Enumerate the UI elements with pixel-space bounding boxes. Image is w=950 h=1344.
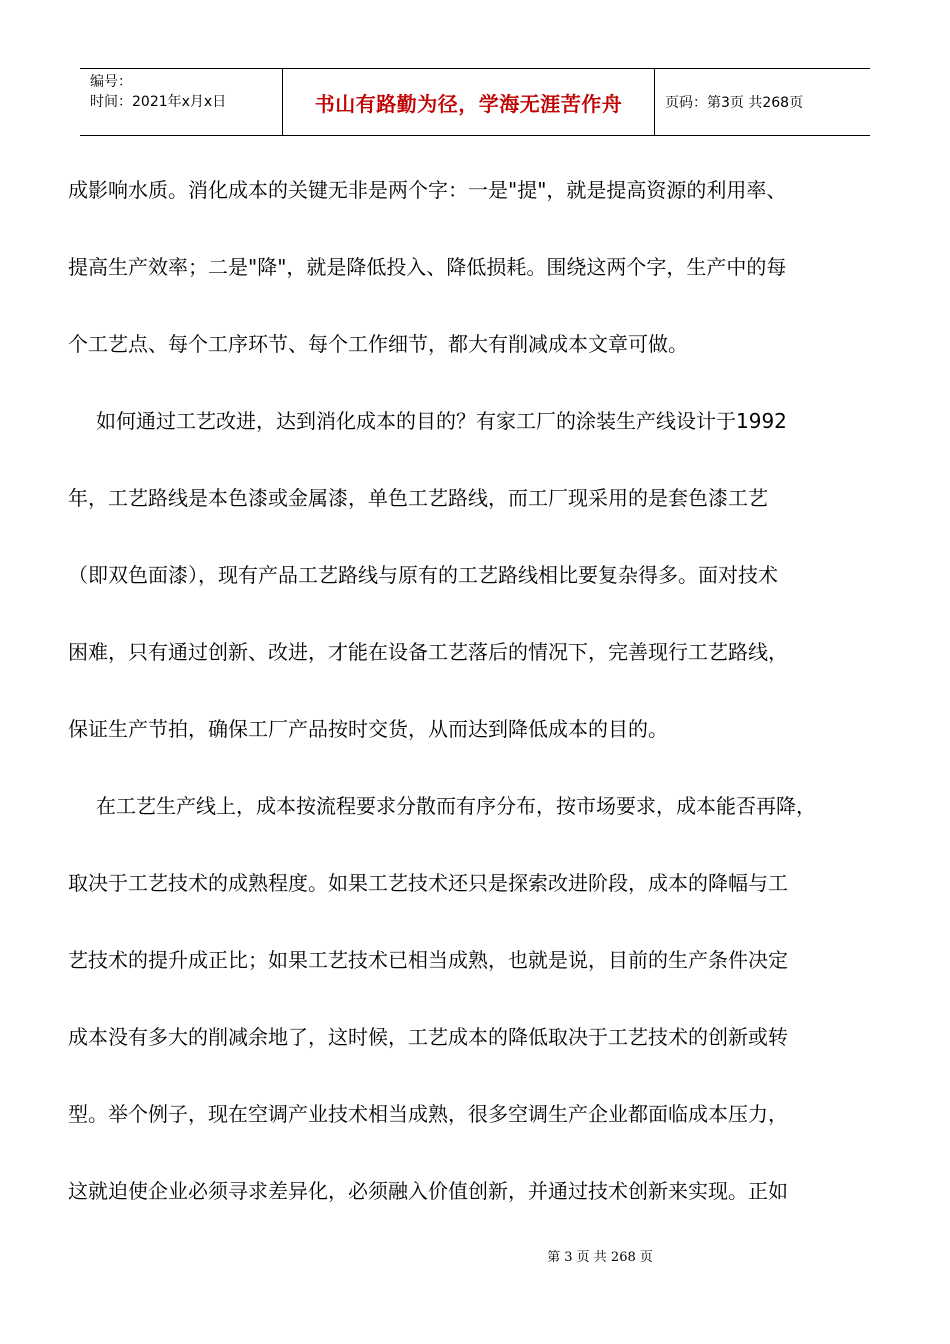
- text-line: 成本没有多大的削减余地了，这时候，工艺成本的降低取决于工艺技术的创新或转: [68, 1025, 788, 1049]
- text-line: 成影响水质。消化成本的关键无非是两个字：一是"提"，就是提高资源的利用率、: [68, 178, 787, 202]
- text-line: 如何通过工艺改进，达到消化成本的目的？有家工厂的涂装生产线设计于1992: [96, 409, 787, 433]
- text-line: （即双色面漆），现有产品工艺路线与原有的工艺路线相比要复杂得多。面对技术: [68, 563, 778, 587]
- text-line: 艺技术的提升成正比；如果工艺技术已相当成熟，也就是说，目前的生产条件决定: [68, 948, 788, 972]
- header-page-info: 页码：第3页 共268页: [665, 95, 804, 111]
- serial-number-label: 编号：: [90, 74, 132, 90]
- text-line: 提高生产效率；二是"降"，就是降低投入、降低损耗。围绕这两个字，生产中的每: [68, 255, 787, 279]
- date-label: 时间：2021年x月x日: [90, 94, 227, 110]
- text-line: 年，工艺路线是本色漆或金属漆，单色工艺路线，而工厂现采用的是套色漆工艺: [68, 486, 768, 510]
- text-line: 型。举个例子，现在空调产业技术相当成熟，很多空调生产企业都面临成本压力，: [68, 1102, 788, 1126]
- text-line: 保证生产节拍，确保工厂产品按时交货，从而达到降低成本的目的。: [68, 717, 668, 741]
- text-line: 个工艺点、每个工序环节、每个工作细节，都大有削减成本文章可做。: [68, 332, 688, 356]
- header-meta: [80, 69, 283, 135]
- page-footer: 第 3 页 共 268 页: [547, 1250, 653, 1265]
- text-line: 取决于工艺技术的成熟程度。如果工艺技术还只是探索改进阶段，成本的降幅与工: [68, 871, 788, 895]
- text-line: 困难，只有通过创新、改进，才能在设备工艺落后的情况下，完善现行工艺路线，: [68, 640, 788, 664]
- document-body: [68, 152, 888, 1230]
- page-header: [80, 68, 870, 136]
- text-line: 这就迫使企业必须寻求差异化，必须融入价值创新，并通过技术创新来实现。正如: [68, 1179, 788, 1203]
- header-motto: 书山有路勤为径，学海无涯苦作舟: [283, 69, 655, 135]
- text-line: 在工艺生产线上，成本按流程要求分散而有序分布，按市场要求，成本能否再降，: [96, 794, 816, 818]
